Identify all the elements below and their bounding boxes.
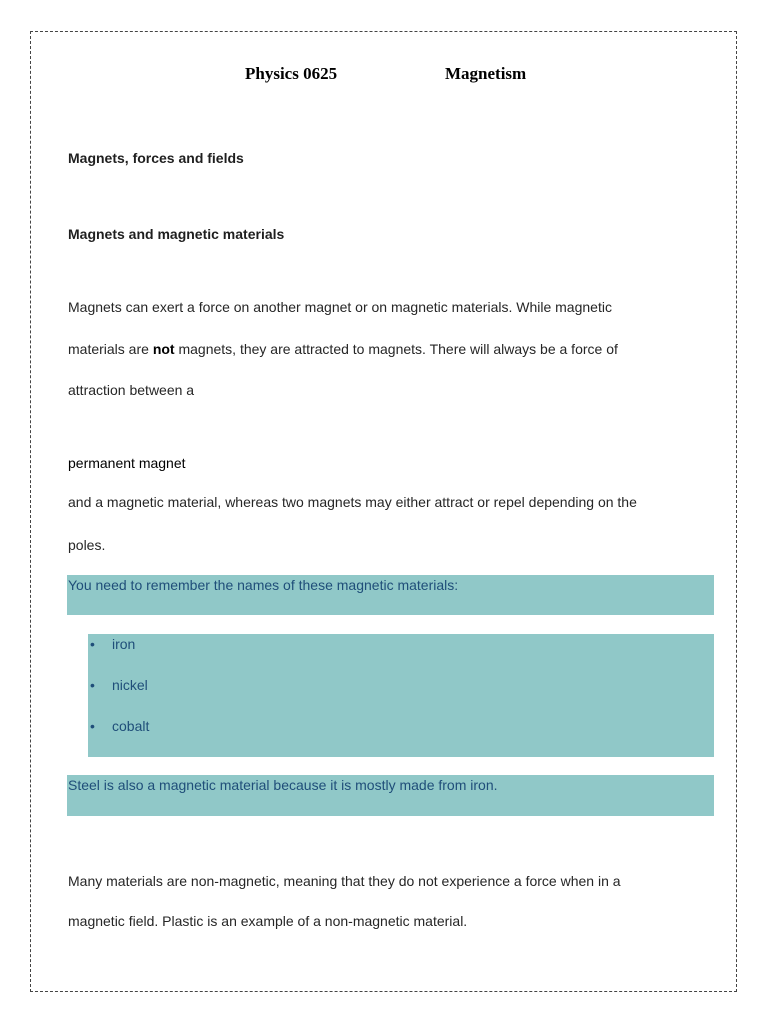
intro-line-2-pre: materials are	[68, 341, 153, 357]
steel-note-text: Steel is also a magnetic material because it is mostly made from iron.	[68, 777, 498, 793]
bullet-icon: •	[90, 718, 95, 734]
material-iron: iron	[112, 636, 136, 652]
list-item	[90, 677, 148, 693]
topic-title: Magnetism	[445, 64, 527, 83]
emphasis-not: not	[152, 341, 175, 357]
intro-line-2-post: magnets, they are attracted to magnets. There will always be a force of	[174, 341, 618, 357]
intro-line-3: attraction between a	[68, 382, 195, 398]
course-code: Physics 0625	[245, 64, 338, 83]
intro-line-2	[68, 341, 618, 357]
bullet-icon: •	[90, 636, 95, 652]
section-heading: Magnets, forces and fields	[68, 150, 244, 166]
materials-list-box	[88, 634, 714, 757]
intro-line-1: Magnets can exert a force on another magnet or on magnetic materials. While magnetic	[68, 299, 612, 315]
intro-line-4: and a magnetic material, whereas two magnets may either attract or repel depending on the	[68, 494, 637, 510]
list-item	[90, 718, 149, 734]
callout-intro-text: You need to remember the names of these magnetic materials:	[68, 577, 459, 593]
material-cobalt: cobalt	[112, 718, 150, 734]
document-header	[0, 64, 768, 88]
page-border	[30, 31, 737, 992]
term-permanent-magnet: permanent magnet	[68, 455, 186, 471]
intro-line-5: poles.	[68, 537, 106, 553]
bullet-icon: •	[90, 677, 95, 693]
list-item	[90, 636, 135, 652]
subsection-heading: Magnets and magnetic materials	[68, 226, 285, 242]
material-nickel: nickel	[112, 677, 148, 693]
closing-line-2: magnetic field. Plastic is an example of a non-magnetic material.	[68, 913, 468, 929]
closing-line-1: Many materials are non-magnetic, meaning that they do not experience a force when in a	[68, 873, 621, 889]
